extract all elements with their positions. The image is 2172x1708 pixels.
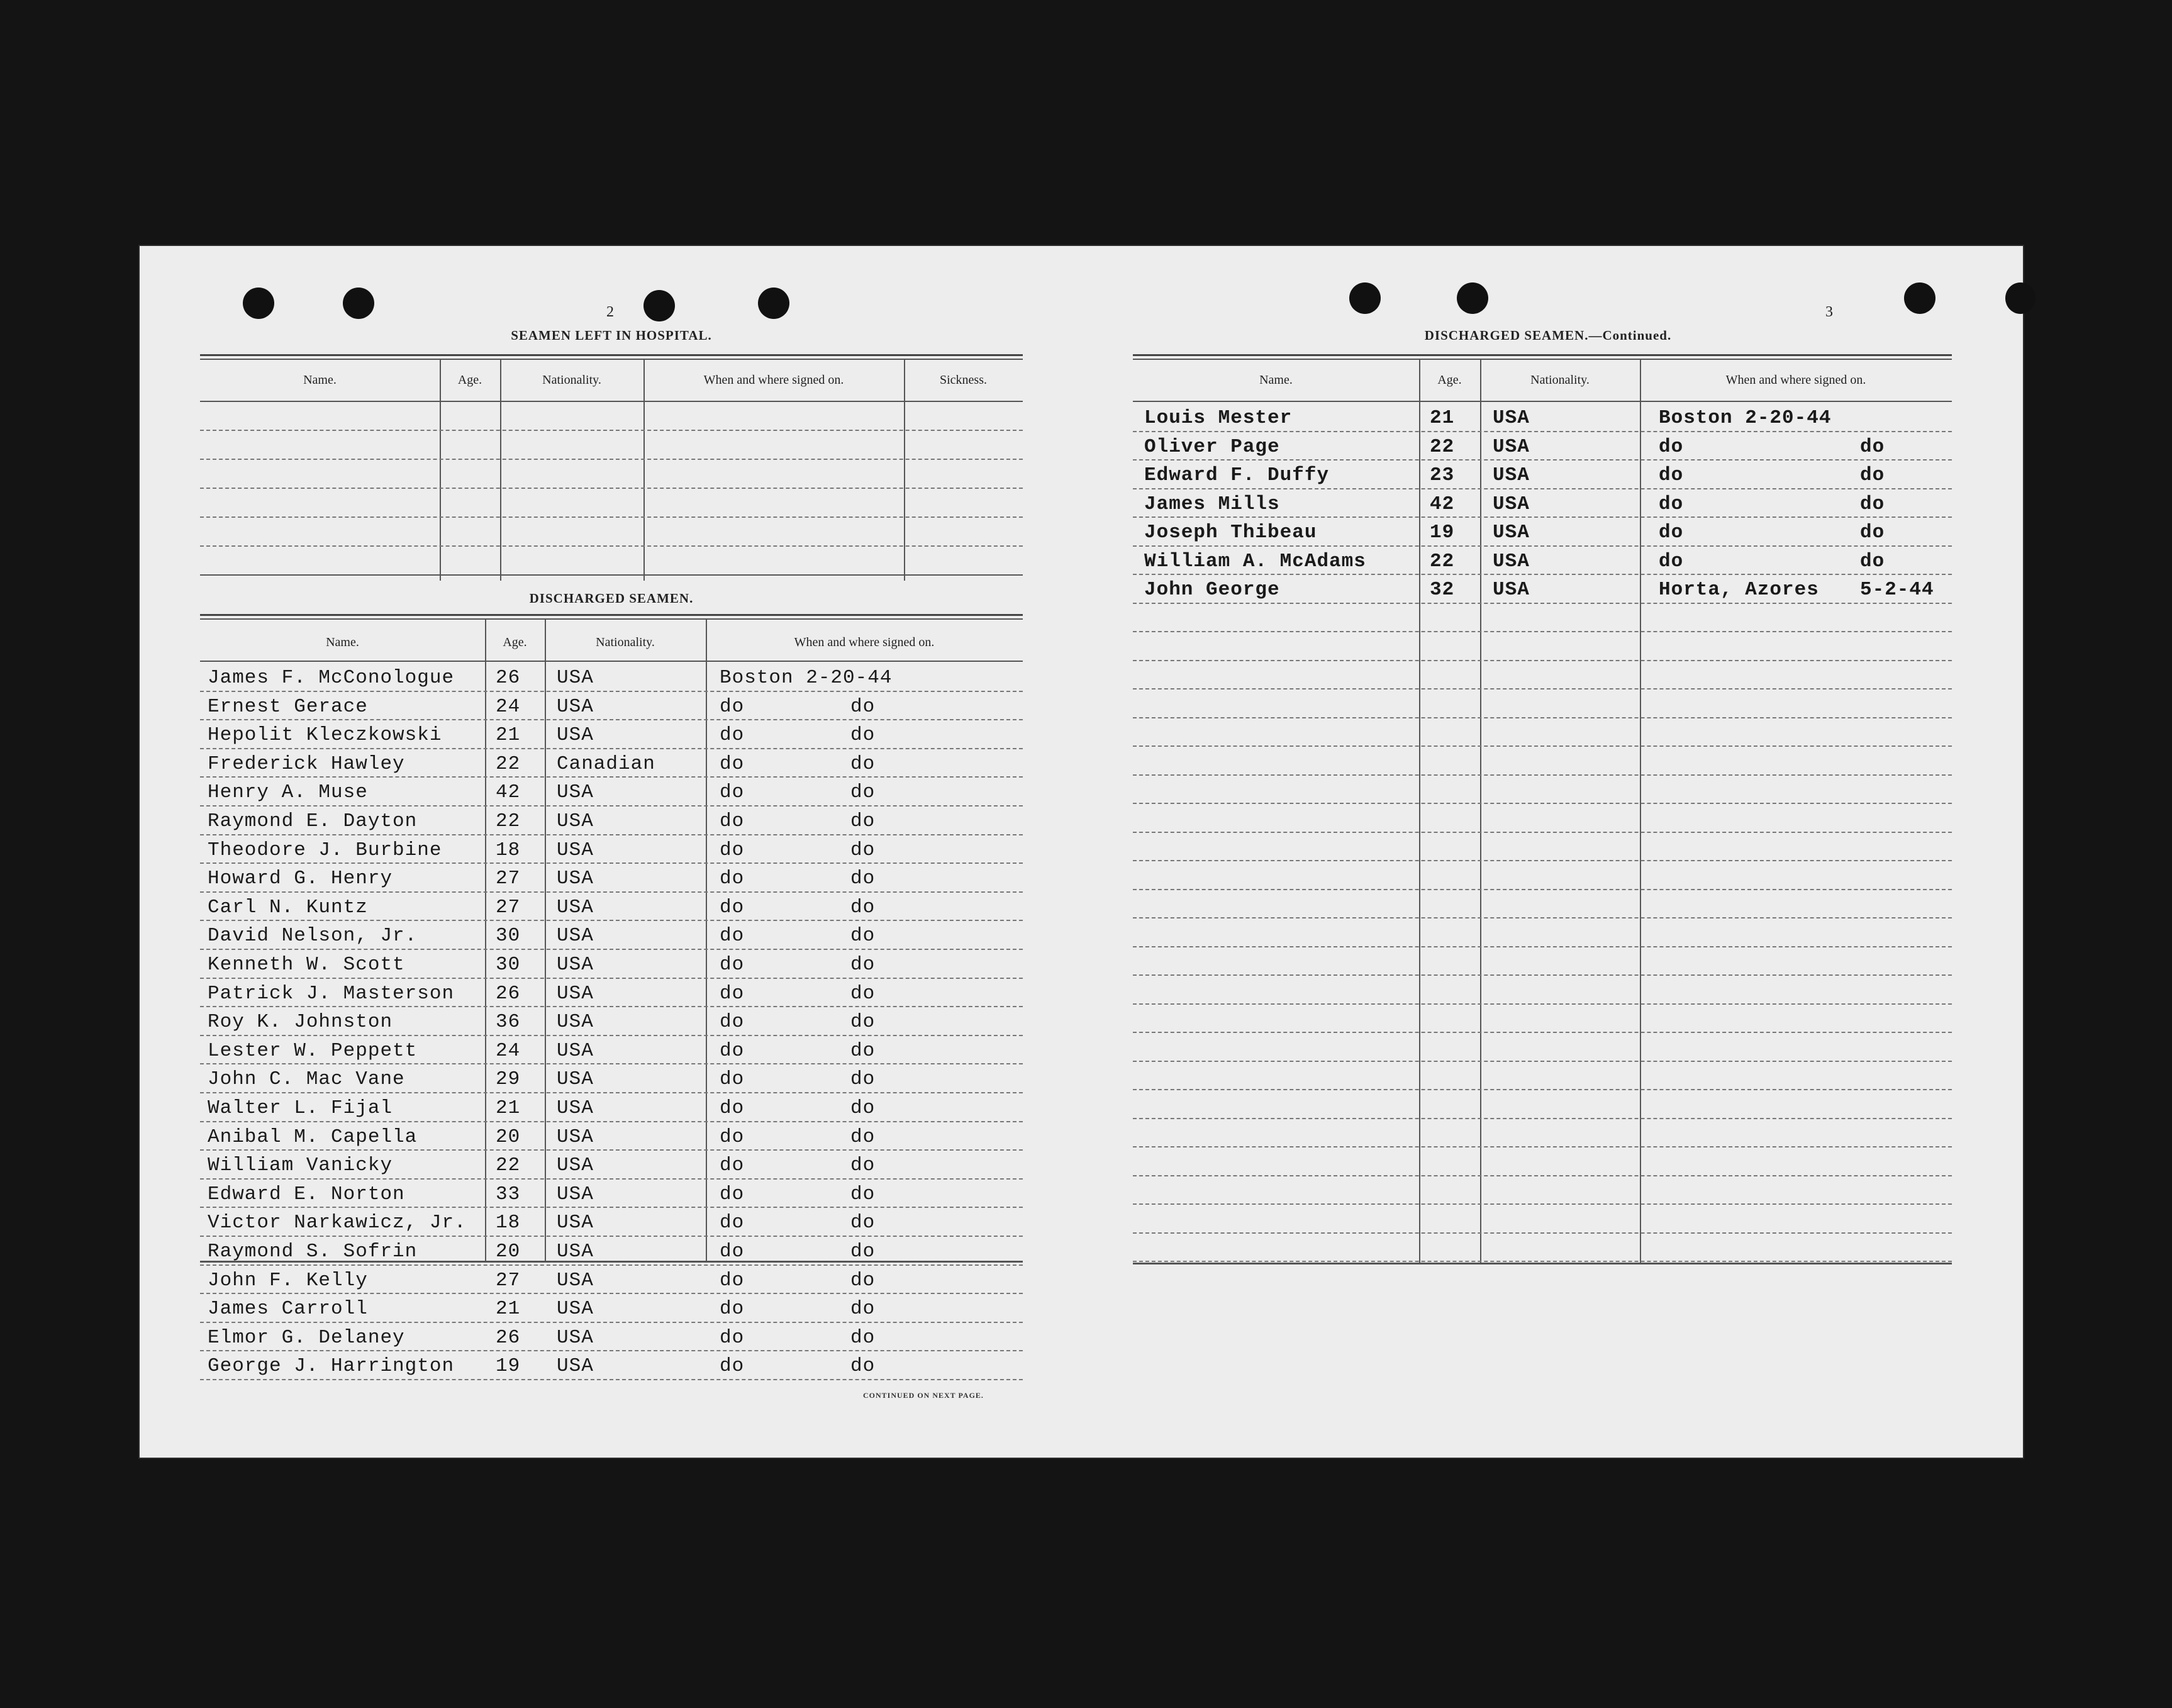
signed-on-date: do — [850, 1039, 876, 1062]
seaman-age: 21 — [1430, 407, 1455, 429]
table-row — [200, 1208, 1023, 1237]
seaman-age: 27 — [496, 896, 521, 918]
signed-on-date: do — [850, 925, 876, 947]
seaman-nationality: USA — [557, 1298, 594, 1320]
seaman-name: John George — [1144, 579, 1280, 601]
table-row — [200, 1294, 1023, 1323]
table-row — [200, 1007, 1023, 1036]
col-header-age: Age. — [503, 635, 527, 649]
signed-on-place: do — [720, 925, 745, 947]
signed-on-place: Boston 2-20-44 — [1659, 407, 1832, 429]
signed-on-date: do — [850, 1241, 876, 1263]
col-header-signed-on: When and where signed on. — [1725, 373, 1866, 387]
table-row — [200, 1093, 1023, 1122]
signed-on-place: do — [720, 1212, 745, 1234]
seaman-age: 18 — [496, 1212, 521, 1234]
empty-row — [1133, 890, 1952, 919]
signed-on-date: do — [850, 982, 876, 1005]
punch-hole — [343, 287, 374, 319]
discharged-continued-table — [1133, 354, 1952, 1264]
seaman-nationality: Canadian — [557, 752, 655, 775]
signed-on-place: do — [720, 724, 745, 747]
signed-on-date: do — [850, 1068, 876, 1091]
col-header-nationality: Nationality. — [542, 373, 601, 387]
table-row — [200, 749, 1023, 778]
seaman-age: 23 — [1430, 464, 1455, 486]
seaman-nationality: USA — [557, 1011, 594, 1034]
signed-on-date: do — [850, 868, 876, 890]
empty-row — [1133, 918, 1952, 947]
empty-row — [1133, 747, 1952, 776]
signed-on-place: Horta, Azores — [1659, 579, 1819, 601]
seaman-age: 42 — [496, 781, 521, 804]
signed-on-place: do — [1659, 435, 1684, 458]
seaman-nationality: USA — [557, 724, 594, 747]
empty-row — [1133, 861, 1952, 890]
empty-row — [1133, 1033, 1952, 1062]
seaman-nationality: USA — [557, 1097, 594, 1119]
seaman-age: 18 — [496, 839, 521, 861]
seaman-name: Ernest Gerace — [208, 695, 368, 718]
seaman-age: 32 — [1430, 579, 1455, 601]
seaman-age: 26 — [496, 982, 521, 1005]
empty-row — [1133, 689, 1952, 718]
document-sheet — [140, 246, 2023, 1458]
signed-on-place: do — [1659, 550, 1684, 572]
signed-on-place: do — [720, 1011, 745, 1034]
empty-row — [1133, 1090, 1952, 1119]
table-row — [200, 864, 1023, 893]
seaman-name: James Mills — [1144, 493, 1280, 515]
seaman-name: Anibal M. Capella — [208, 1125, 418, 1148]
seaman-age: 27 — [496, 868, 521, 890]
seaman-name: Kenneth W. Scott — [208, 954, 405, 976]
hospital-section-title: SEAMEN LEFT IN HOSPITAL. — [511, 328, 712, 343]
signed-on-place: do — [720, 752, 745, 775]
col-header-nationality: Nationality. — [1530, 373, 1590, 387]
seaman-name: Louis Mester — [1144, 407, 1293, 429]
table-row — [200, 1266, 1023, 1295]
punch-hole — [643, 290, 675, 321]
punch-hole — [243, 287, 274, 319]
signed-on-place: do — [720, 781, 745, 804]
signed-on-place: do — [720, 695, 745, 718]
signed-on-date: do — [850, 1011, 876, 1034]
signed-on-place: do — [720, 954, 745, 976]
signed-on-place: do — [720, 896, 745, 918]
seaman-name: James F. McConologue — [208, 667, 455, 689]
right-section-title: DISCHARGED SEAMEN.—Continued. — [1424, 328, 1672, 343]
empty-row — [200, 431, 1023, 460]
col-header-age: Age. — [457, 373, 482, 387]
seaman-nationality: USA — [557, 839, 594, 861]
signed-on-place: do — [720, 1326, 745, 1349]
empty-row — [200, 489, 1023, 518]
empty-row — [200, 402, 1023, 431]
table-row — [1133, 547, 1952, 576]
seaman-age: 26 — [496, 1326, 521, 1349]
signed-on-place: do — [720, 839, 745, 861]
signed-on-date: 5-2-44 — [1860, 579, 1934, 601]
table-row — [200, 835, 1023, 864]
seaman-nationality: USA — [1493, 550, 1530, 572]
seaman-name: Victor Narkawicz, Jr. — [208, 1212, 467, 1234]
signed-on-date: do — [850, 1183, 876, 1205]
empty-row — [1133, 661, 1952, 690]
table-row — [200, 663, 1023, 692]
seaman-nationality: USA — [557, 868, 594, 890]
signed-on-place: do — [720, 1154, 745, 1177]
continued-note: CONTINUED ON NEXT PAGE. — [863, 1391, 984, 1400]
signed-on-date: do — [1860, 522, 1885, 544]
table-row — [1133, 575, 1952, 604]
signed-on-date: do — [1860, 550, 1885, 572]
seaman-nationality: USA — [557, 1212, 594, 1234]
signed-on-date: do — [850, 1326, 876, 1349]
left-page — [140, 246, 1081, 1458]
seaman-name: Oliver Page — [1144, 435, 1280, 458]
seaman-nationality: USA — [557, 1125, 594, 1148]
table-row — [1133, 460, 1952, 489]
seaman-name: Carl N. Kuntz — [208, 896, 368, 918]
empty-row — [1133, 804, 1952, 833]
empty-row — [200, 518, 1023, 547]
table-row — [1133, 403, 1952, 432]
seaman-nationality: USA — [557, 1068, 594, 1091]
table-row — [200, 1036, 1023, 1065]
seaman-nationality: USA — [1493, 464, 1530, 486]
seaman-age: 21 — [496, 1097, 521, 1119]
signed-on-date: do — [850, 1154, 876, 1177]
discharged-table — [200, 614, 1023, 1378]
seaman-nationality: USA — [557, 1039, 594, 1062]
page-number: 3 — [1825, 304, 1833, 320]
seaman-age: 19 — [1430, 522, 1455, 544]
signed-on-place: do — [720, 1355, 745, 1378]
page-number: 2 — [606, 304, 614, 320]
empty-row — [1133, 1205, 1952, 1234]
seaman-name: Elmor G. Delaney — [208, 1326, 405, 1349]
signed-on-date: do — [1860, 435, 1885, 458]
seaman-nationality: USA — [1493, 407, 1530, 429]
col-header-name: Name. — [303, 373, 337, 387]
signed-on-place: do — [720, 1068, 745, 1091]
empty-row — [1133, 718, 1952, 747]
seaman-nationality: USA — [557, 667, 594, 689]
seaman-age: 30 — [496, 954, 521, 976]
signed-on-date: do — [850, 954, 876, 976]
empty-row — [1133, 1234, 1952, 1263]
seaman-nationality: USA — [557, 1326, 594, 1349]
punch-hole — [1904, 282, 1935, 314]
punch-hole — [1349, 282, 1381, 314]
seaman-nationality: USA — [557, 1154, 594, 1177]
table-row — [200, 979, 1023, 1008]
seaman-age: 20 — [496, 1241, 521, 1263]
signed-on-place: do — [1659, 464, 1684, 486]
table-row — [200, 950, 1023, 979]
seaman-name: John C. Mac Vane — [208, 1068, 405, 1091]
signed-on-place: do — [720, 982, 745, 1005]
seaman-name: Raymond S. Sofrin — [208, 1241, 418, 1263]
seaman-age: 19 — [496, 1355, 521, 1378]
seaman-age: 36 — [496, 1011, 521, 1034]
empty-row — [1133, 604, 1952, 633]
seaman-name: David Nelson, Jr. — [208, 925, 418, 947]
col-header-signed-on: When and where signed on. — [703, 373, 844, 387]
seaman-nationality: USA — [557, 1355, 594, 1378]
signed-on-place: do — [720, 1298, 745, 1320]
seaman-age: 22 — [496, 810, 521, 832]
table-row — [200, 1180, 1023, 1208]
table-row — [200, 921, 1023, 950]
col-header-sickness: Sickness. — [940, 373, 987, 387]
seaman-age: 26 — [496, 667, 521, 689]
table-row — [200, 1064, 1023, 1093]
empty-row — [1133, 976, 1952, 1005]
seaman-nationality: USA — [557, 695, 594, 718]
seaman-name: Edward E. Norton — [208, 1183, 405, 1205]
seaman-nationality: USA — [557, 1269, 594, 1292]
table-row — [200, 1151, 1023, 1180]
discharged-section-title: DISCHARGED SEAMEN. — [529, 591, 694, 606]
col-header-name: Name. — [326, 635, 359, 649]
table-row — [200, 778, 1023, 807]
table-row — [200, 720, 1023, 749]
seaman-age: 21 — [496, 724, 521, 747]
seaman-name: Edward F. Duffy — [1144, 464, 1330, 486]
signed-on-place: do — [720, 1097, 745, 1119]
signed-on-place: do — [1659, 493, 1684, 515]
empty-row — [1133, 1176, 1952, 1205]
seaman-age: 33 — [496, 1183, 521, 1205]
seaman-age: 22 — [496, 752, 521, 775]
seaman-name: Howard G. Henry — [208, 868, 393, 890]
empty-row — [1133, 1147, 1952, 1176]
seaman-name: Raymond E. Dayton — [208, 810, 418, 832]
seaman-nationality: USA — [557, 896, 594, 918]
punch-hole — [1457, 282, 1488, 314]
col-header-name: Name. — [1259, 373, 1293, 387]
signed-on-date: do — [850, 752, 876, 775]
empty-row — [1133, 776, 1952, 805]
table-row — [200, 692, 1023, 721]
seaman-name: Walter L. Fijal — [208, 1097, 393, 1119]
seaman-nationality: USA — [557, 925, 594, 947]
seaman-name: Frederick Hawley — [208, 752, 405, 775]
signed-on-date: do — [850, 724, 876, 747]
table-row — [200, 893, 1023, 922]
seaman-age: 22 — [496, 1154, 521, 1177]
seaman-nationality: USA — [1493, 435, 1530, 458]
seaman-age: 30 — [496, 925, 521, 947]
punch-hole — [2005, 282, 2036, 314]
empty-row — [200, 460, 1023, 489]
signed-on-place: do — [720, 1269, 745, 1292]
seaman-name: Theodore J. Burbine — [208, 839, 442, 861]
seaman-nationality: USA — [1493, 522, 1530, 544]
table-row — [1133, 518, 1952, 547]
signed-on-place: do — [720, 868, 745, 890]
seaman-nationality: USA — [557, 1241, 594, 1263]
seaman-name: William A. McAdams — [1144, 550, 1366, 572]
table-row — [200, 1323, 1023, 1352]
signed-on-place: do — [720, 810, 745, 832]
seaman-age: 29 — [496, 1068, 521, 1091]
seaman-nationality: USA — [1493, 493, 1530, 515]
seaman-name: William Vanicky — [208, 1154, 393, 1177]
punch-hole — [758, 287, 789, 319]
col-header-age: Age. — [1437, 373, 1462, 387]
signed-on-date: do — [850, 896, 876, 918]
table-row — [1133, 489, 1952, 518]
table-row — [200, 807, 1023, 835]
signed-on-date: do — [1860, 493, 1885, 515]
seaman-age: 22 — [1430, 435, 1455, 458]
seaman-name: Joseph Thibeau — [1144, 522, 1317, 544]
signed-on-place: do — [720, 1039, 745, 1062]
signed-on-date: do — [850, 839, 876, 861]
seaman-nationality: USA — [557, 1183, 594, 1205]
seaman-age: 20 — [496, 1125, 521, 1148]
signed-on-place: do — [720, 1125, 745, 1148]
seaman-age: 22 — [1430, 550, 1455, 572]
seaman-age: 27 — [496, 1269, 521, 1292]
empty-row — [1133, 1062, 1952, 1091]
empty-row — [1133, 947, 1952, 976]
hospital-table — [200, 354, 1023, 577]
col-header-nationality: Nationality. — [596, 635, 655, 649]
seaman-age: 21 — [496, 1298, 521, 1320]
empty-row — [1133, 833, 1952, 862]
seaman-age: 24 — [496, 1039, 521, 1062]
signed-on-date: do — [850, 1097, 876, 1119]
seaman-nationality: USA — [557, 982, 594, 1005]
seaman-name: George J. Harrington — [208, 1355, 455, 1378]
table-row — [200, 1351, 1023, 1380]
signed-on-date: do — [850, 1125, 876, 1148]
col-header-signed-on: When and where signed on. — [794, 635, 935, 649]
seaman-name: James Carroll — [208, 1298, 368, 1320]
signed-on-place: Boston 2-20-44 — [720, 667, 893, 689]
seaman-nationality: USA — [557, 810, 594, 832]
empty-row — [1133, 1119, 1952, 1148]
signed-on-date: do — [850, 695, 876, 718]
signed-on-date: do — [850, 1355, 876, 1378]
signed-on-date: do — [850, 781, 876, 804]
signed-on-date: do — [1860, 464, 1885, 486]
seaman-name: Lester W. Peppett — [208, 1039, 418, 1062]
right-page — [1081, 246, 2023, 1458]
seaman-nationality: USA — [557, 781, 594, 804]
signed-on-place: do — [720, 1183, 745, 1205]
signed-on-date: do — [850, 1212, 876, 1234]
signed-on-place: do — [720, 1241, 745, 1263]
seaman-name: Patrick J. Masterson — [208, 982, 455, 1005]
empty-row — [1133, 1005, 1952, 1034]
seaman-nationality: USA — [1493, 579, 1530, 601]
seaman-name: John F. Kelly — [208, 1269, 368, 1292]
signed-on-place: do — [1659, 522, 1684, 544]
seaman-age: 24 — [496, 695, 521, 718]
table-row — [200, 1122, 1023, 1151]
empty-row — [1133, 632, 1952, 661]
table-row — [1133, 432, 1952, 461]
signed-on-date: do — [850, 810, 876, 832]
signed-on-date: do — [850, 1269, 876, 1292]
seaman-name: Roy K. Johnston — [208, 1011, 393, 1034]
seaman-nationality: USA — [557, 954, 594, 976]
seaman-age: 42 — [1430, 493, 1455, 515]
seaman-name: Hepolit Kleczkowski — [208, 724, 442, 747]
signed-on-date: do — [850, 1298, 876, 1320]
seaman-name: Henry A. Muse — [208, 781, 368, 804]
